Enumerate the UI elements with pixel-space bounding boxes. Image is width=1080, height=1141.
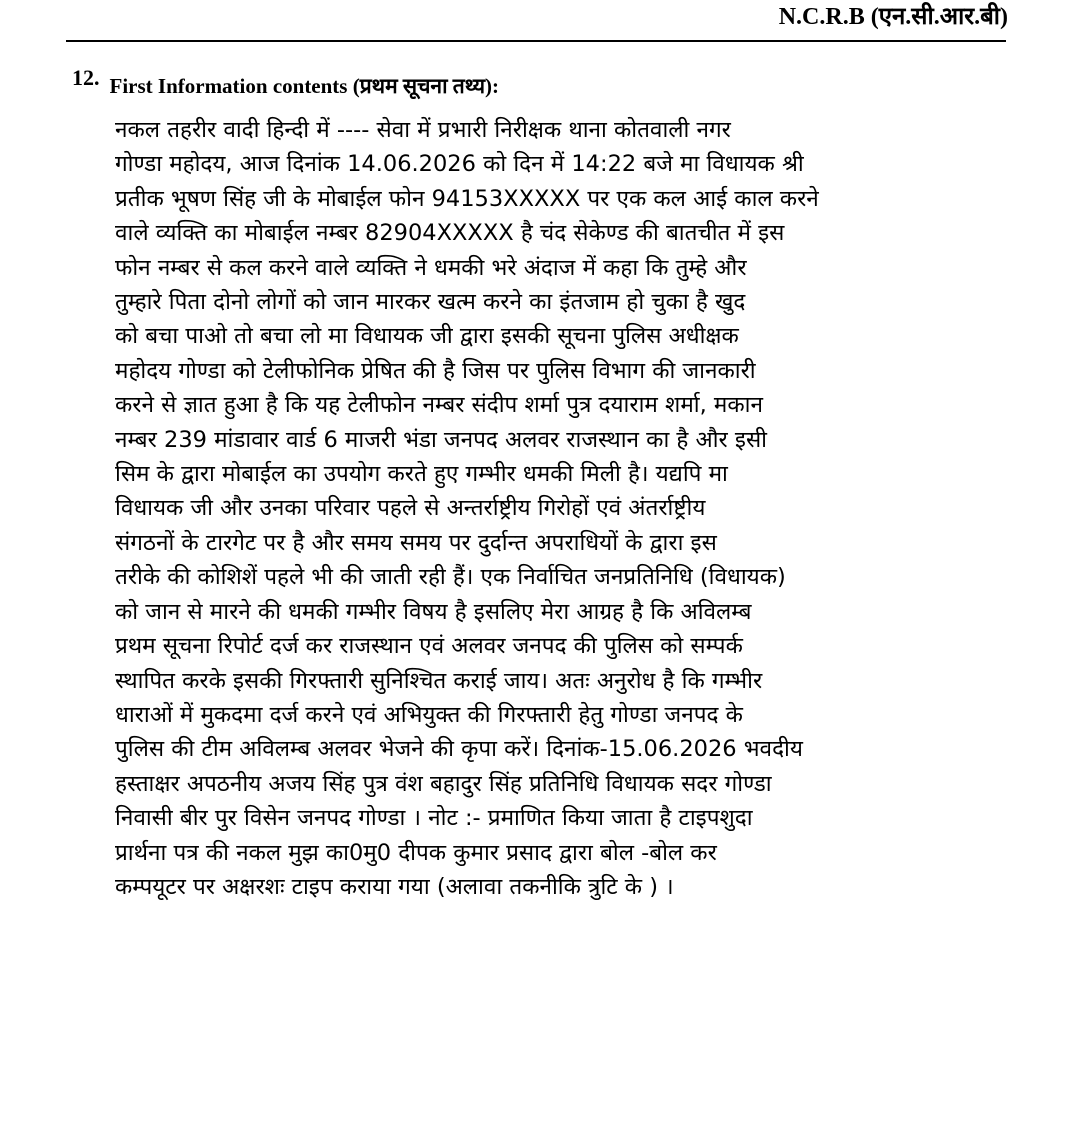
body-line: गोण्डा महोदय, आज दिनांक 14.06.2026 को दिन में 14:22 बजे मा विधायक श्री [115,151,804,178]
header-org-name: N.C.R.B (एन.सी.आर.बी) [778,4,1008,30]
body-line: सिम के द्वारा मोबाईल का उपयोग करते हुए गम्भीर धमकी मिली है। यद्यपि मा [115,461,728,488]
body-line: तरीके की कोशिशें पहले भी की जाती रही हैं। एक निर्वाचित जनप्रतिनिधि (विधायक) [115,564,786,591]
body-line: करने से ज्ञात हुआ है कि यह टेलीफोन नम्बर संदीप शर्मा पुत्र दयाराम शर्मा, मकान [115,392,763,419]
body-line: को बचा पाओ तो बचा लो मा विधायक जी द्वारा इसकी सूचना पुलिस अधीक्षक [115,323,739,350]
body-line: निवासी बीर पुर विसेन जनपद गोण्डा । नोट :- प्रमाणित किया जाता है टाइपशुदा [115,805,753,832]
body-line: प्रथम सूचना रिपोर्ट दर्ज कर राजस्थान एवं अलवर जनपद की पुलिस को सम्पर्क [115,633,743,660]
body-line: फोन नम्बर से कल करने वाले व्यक्ति ने धमकी भरे अंदाज में कहा कि तुम्हे और [115,254,747,281]
body-line: हस्ताक्षर अपठनीय अजय सिंह पुत्र वंश बहादुर सिंह प्रतिनिधि विधायक सदर गोण्डा [115,770,772,797]
body-line: पुलिस की टीम अविलम्ब अलवर भेजने की कृपा करें। दिनांक-15.06.2026 भवदीय [115,736,803,763]
header-divider [66,40,1006,42]
body-line: कम्पयूटर पर अक्षरशः टाइप कराया गया (अलावा तकनीकि त्रुटि के ) । [115,873,674,900]
body-line: तुम्हारे पिता दोनो लोगों को जान मारकर खत्म करने का इंतजाम हो चुका है खुद [115,289,746,316]
body-line: संगठनों के टारगेट पर है और समय समय पर दुर्दान्त अपराधियों के द्वारा इस [115,529,717,556]
body-line: धाराओं में मुकदमा दर्ज करने एवं अभियुक्त की गिरफ्तारी हेतु गोण्डा जनपद के [115,701,743,728]
body-line: विधायक जी और उनका परिवार पहले से अन्तर्राष्ट्रीय गिरोहों एवं अंतर्राष्ट्रीय [115,495,706,522]
body-line: नम्बर 239 मांडावार वार्ड 6 माजरी भंडा जनपद अलवर राजस्थान का है और इसी [115,426,767,453]
section-heading [72,66,499,100]
body-line: को जान से मारने की धमकी गम्भीर विषय है इसलिए मेरा आग्रह है कि अविलम्ब [115,598,752,625]
body-line: नकल तहरीर वादी हिन्दी में ---- सेवा में प्रभारी निरीक्षक थाना कोतवाली नगर [115,117,731,143]
body-line: प्रार्थना पत्र की नकल मुझ का0मु0 दीपक कुमार प्रसाद द्वारा बोल -बोल कर [115,839,717,866]
body-line: महोदय गोण्डा को टेलीफोनिक प्रेषित की है जिस पर पुलिस विभाग की जानकारी [115,357,756,384]
body-line: वाले व्यक्ति का मोबाईल नम्बर 82904XXXXX है चंद सेकेण्ड की बातचीत में इस [115,220,785,247]
body-line: स्थापित करके इसकी गिरफ्तारी सुनिश्चित कराई जाय। अतः अनुरोध है कि गम्भीर [115,667,763,694]
body-line: प्रतीक भूषण सिंह जी के मोबाईल फोन 94153XXXXX पर एक कल आई काल करने [115,185,819,212]
section-number: 12. [72,65,100,90]
section-title: First Information contents (प्रथम सूचना तथ्य): [109,74,500,98]
first-information-body [115,113,1005,904]
